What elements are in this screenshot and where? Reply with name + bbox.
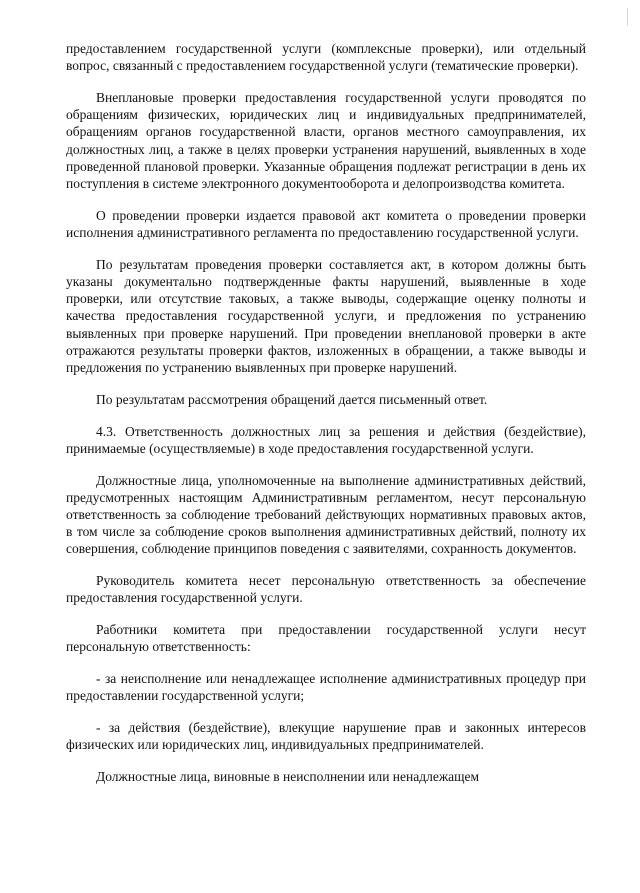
paragraph-inspection-results: По результатам проведения проверки составляется акт, в котором должны быть указаны документально подтвержденные факты нарушений, выявленные в ходе проверки, или отсутствие таковых, а также выводы, содержащие оценку полноты и качества предоставления государственной услуги, и предложения по устранению выявленных при проверке нарушений. При проведении внеплановой проверки в акте отражаются результаты проверки фактов, изложенных в обращении, а также выводы и предложения по устранению выявленных при проверке нарушений. — [66, 256, 586, 376]
list-item-nonperformance: - за неисполнение или ненадлежащее исполнение административных процедур при предоставлении государственной услуги; — [66, 671, 586, 704]
paragraph-inspection-act: О проведении проверки издается правовой акт комитета о проведении проверки исполнения административного регламента по предоставлению государственной услуги. — [66, 207, 586, 241]
document-body — [66, 40, 586, 800]
paragraph-unscheduled-inspections: Внеплановые проверки предоставления государственной услуги проводятся по обращениям физических, юридических лиц и индивидуальных предпринимателей, обращениям органов государственной власти, органов местного самоуправления, их должностных лиц, а также в целях проверки устранения нарушений, выявленных в ходе проведенной плановой проверки. Указанные обращения подлежат регистрации в день их поступления в системе электронного документооборота и делопроизводства комитета. — [66, 90, 586, 192]
paragraph-guilty-officials: Должностные лица, виновные в неисполнении или ненадлежащем — [96, 769, 480, 785]
paragraph-officials-responsibility: Должностные лица, уполномоченные на выполнение административных действий, предусмотренных настоящим Административным регламентом, несут персональную ответственность за соблюдение требований действующих нормативных правовых актов, в том числе за соблюдение сроков выполнения административных действий, полноту их совершения, соблюдение принципов поведения с заявителями, сохранность документов. — [66, 472, 586, 557]
paragraph-employees-responsibility: Работники комитета при предоставлении государственной услуги несут персональную ответственность: — [66, 622, 586, 655]
paragraph-head-responsibility: Руководитель комитета несет персональную ответственность за обеспечение предоставления государственной услуги. — [66, 573, 586, 606]
scan-artifact — [627, 8, 628, 26]
paragraph-continuation: предоставлением государственной услуги (комплексные проверки), или отдельный вопрос, связанный с предоставлением государственной услуги (тематические проверки). — [66, 41, 586, 74]
section-heading-4-3: 4.3. Ответственность должностных лиц за решения и действия (бездействие), принимаемые (осуществляемые) в ходе предоставления государственной услуги. — [66, 423, 586, 456]
list-item-rights-violation: - за действия (бездействие), влекущие нарушение прав и законных интересов физических или юридических лиц, индивидуальных предпринимателей. — [66, 720, 586, 753]
paragraph-written-reply: По результатам рассмотрения обращений дается письменный ответ. — [96, 391, 488, 407]
